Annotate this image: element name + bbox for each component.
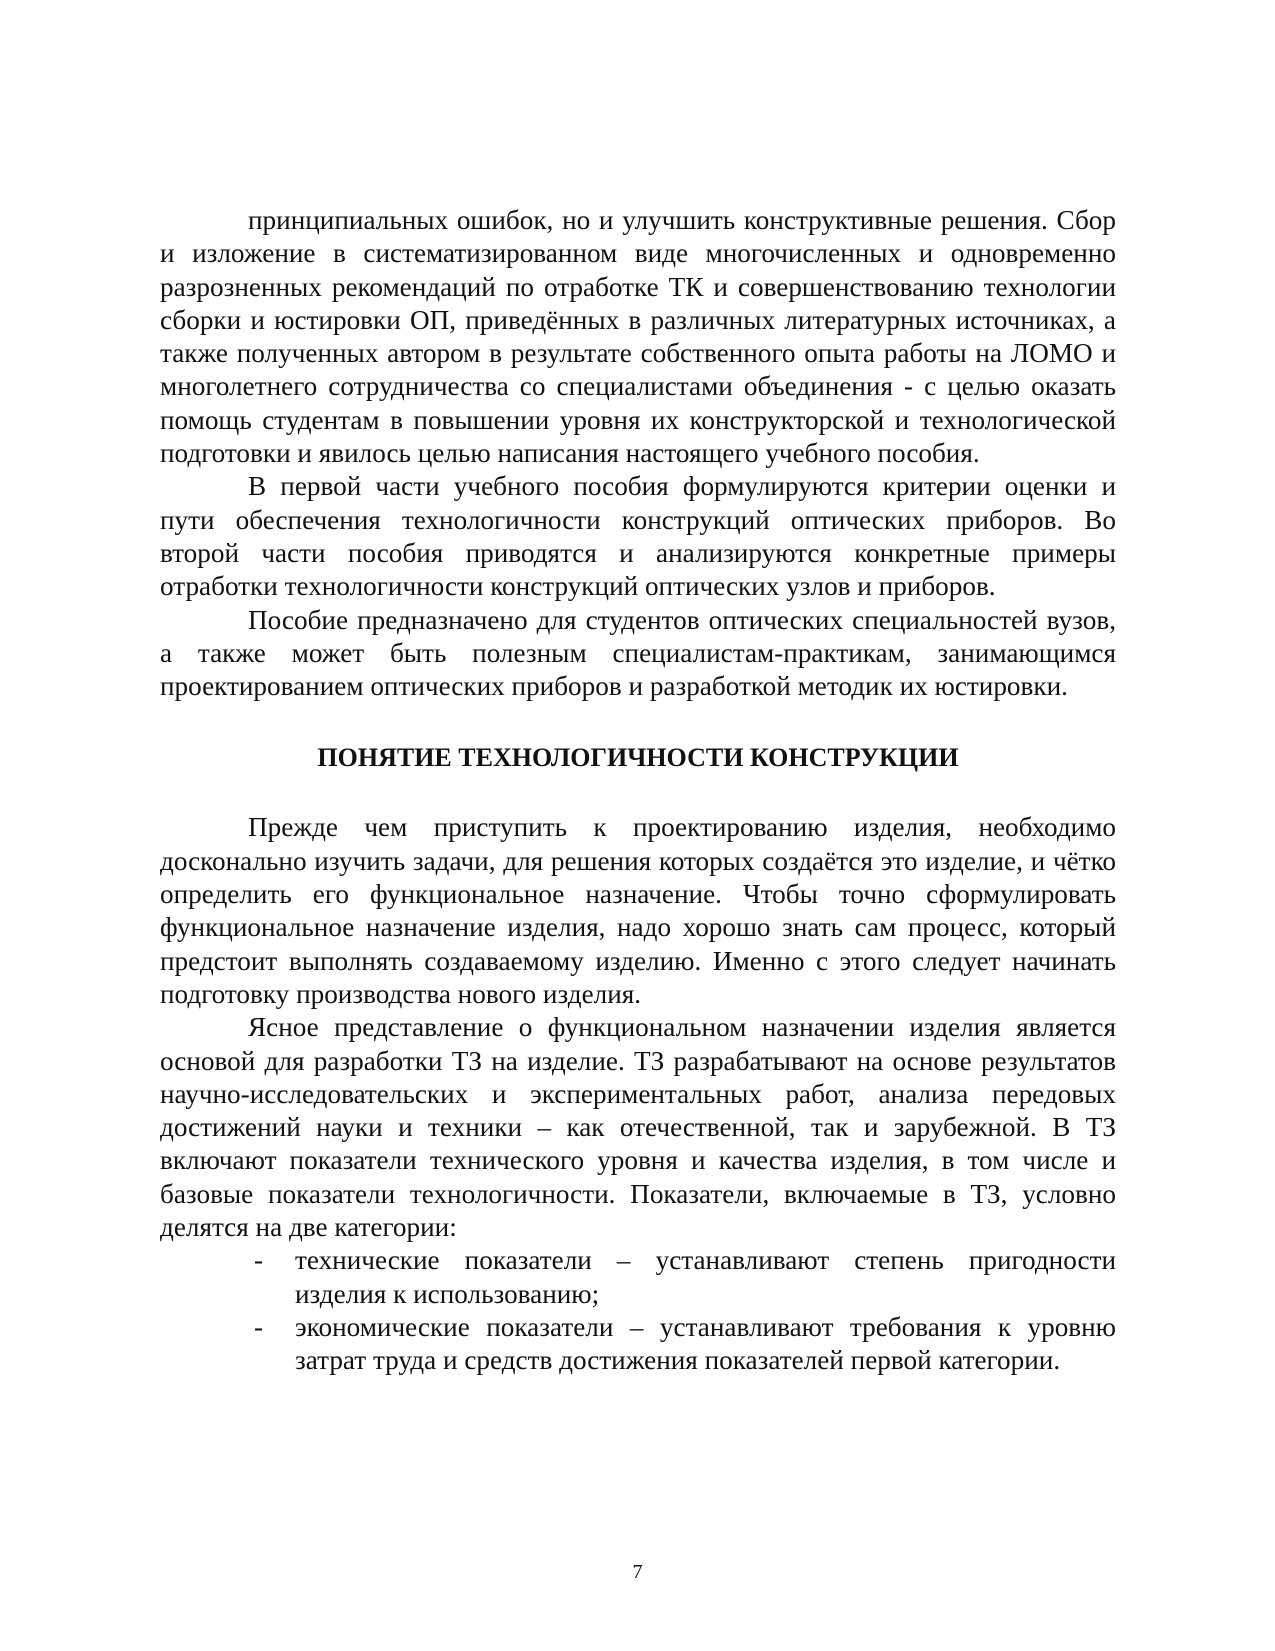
paragraph-technical-spec: Ясное представление о функциональном назначении изделия является основой для разработки ТЗ на изделие. ТЗ разрабатывают на основе результатов научно-исследовательских и экспериментальных работ, анализа передовых достижений науки и техники – как отечественной, так и зарубежной. В ТЗ включают показатели технического уровня и качества изделия, в том числе и базовые показатели технологичности. Показатели, включаемые в ТЗ, условно делятся на две категории:	[160, 1012, 1116, 1243]
page-number: 7	[632, 1561, 643, 1583]
paragraph-audience: Пособие предназначено для студентов оптических специальностей вузов, а также может быть полезным специалистам-практикам, занимающимся проектированием оптических приборов и разработкой методик их юстировки.	[160, 604, 1116, 702]
paragraph-design-start: Прежде чем приступить к проектированию изделия, необходимо досконально изучить задачи, для решения которых создаётся это изделие, и чётко определить его функциональное назначение. Чтобы точно сформулировать функциональное назначение изделия, надо хорошо знать сам процесс, который предстоит выполнять создаваемому изделию. Именно с этого следует начинать подготовку производства нового изделия.	[160, 812, 1116, 1009]
section-heading: ПОНЯТИЕ ТЕХНОЛОГИЧНОСТИ КОНСТРУКЦИИ	[317, 743, 959, 773]
list-dash: -	[254, 1311, 264, 1342]
list-dash: -	[254, 1245, 264, 1276]
list-item-text: экономические показатели – устанавливают требования к уровню затрат труда и средств достижения показателей первой категории.	[295, 1311, 1116, 1376]
page-body	[160, 204, 1116, 1378]
list-item-text: технические показатели – устанавливают степень пригодности изделия к использованию;	[295, 1245, 1116, 1309]
indicator-category-list	[160, 1244, 1116, 1377]
paragraph-book-parts: В первой части учебного пособия формулируются критерии оценки и пути обеспечения технологичности конструкций оптических приборов. Во второй части пособия приводятся и анализируются конкретные примеры отработки технологичности конструкций оптических узлов и приборов.	[160, 471, 1116, 602]
list-item	[254, 1311, 1116, 1378]
list-item	[254, 1244, 1116, 1311]
paragraph-intro-continuation: принципиальных ошибок, но и улучшить конструктивные решения. Сбор и изложение в систематизированном виде многочисленных и одновременно разрозненных рекомендаций по отработке ТК и совершенствованию технологии сборки и юстировки ОП, приведённых в различных литературных источниках, а также полученных автором в результате собственного опыта работы на ЛОМО и многолетнего сотрудничества со специалистами объединения - с целью оказать помощь студентам в повышении уровня их конструкторской и технологической подготовки и явилось целью написания настоящего учебного пособия.	[160, 205, 1116, 469]
